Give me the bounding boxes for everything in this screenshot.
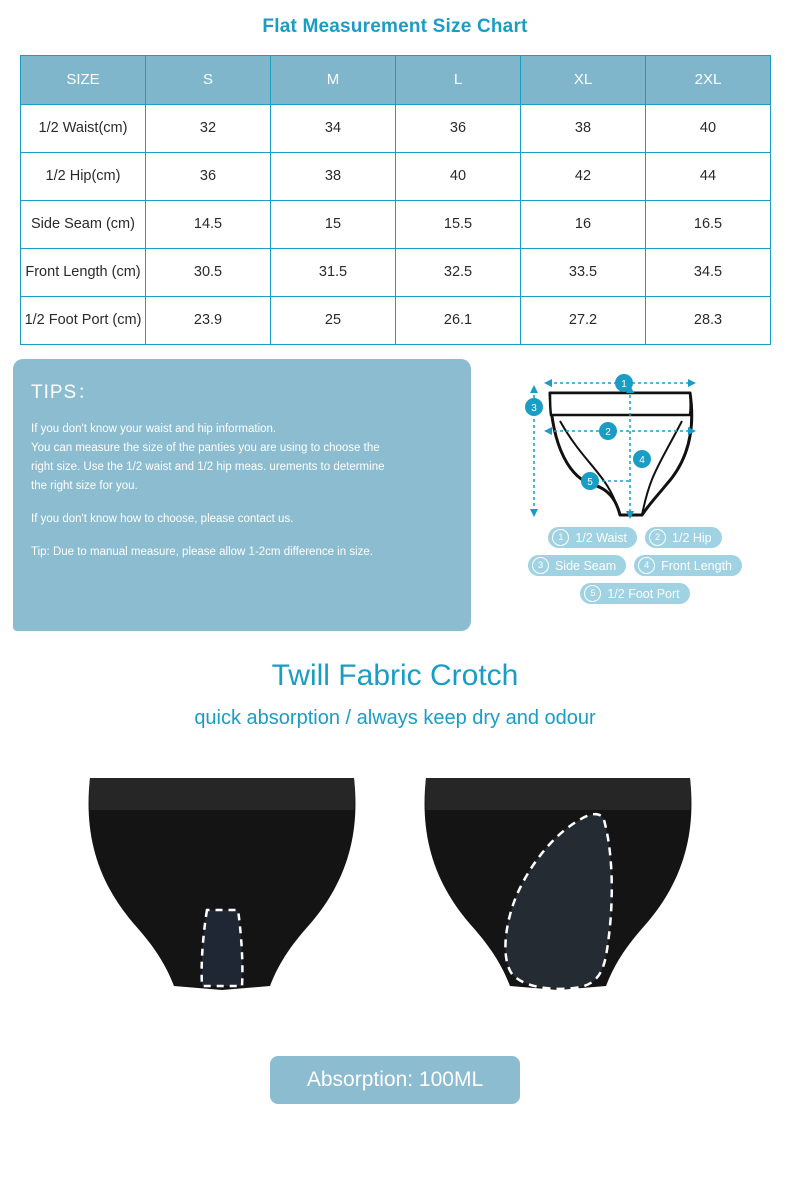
cell: 42 xyxy=(521,153,646,201)
column-header-m: M xyxy=(271,56,396,105)
product-photo-inside xyxy=(408,760,708,1010)
row-label: 1/2 Hip(cm) xyxy=(21,153,146,201)
panty-inside-illustration xyxy=(408,760,708,1010)
panty-front-illustration xyxy=(72,760,372,1010)
cell: 32.5 xyxy=(396,249,521,297)
legend-label: 1/2 Waist xyxy=(575,530,628,545)
cell: 30.5 xyxy=(146,249,271,297)
table-body xyxy=(21,105,771,345)
tips-and-diagram-section xyxy=(0,359,790,639)
legend-number: 5 xyxy=(584,585,601,602)
column-header-xl: XL xyxy=(521,56,646,105)
column-header-2xl: 2XL xyxy=(646,56,771,105)
diagram-legend xyxy=(490,527,780,611)
tips-heading: TIPS： xyxy=(31,382,98,403)
cell: 15 xyxy=(271,201,396,249)
absorption-badge: Absorption: 100ML xyxy=(270,1056,520,1104)
table-row xyxy=(21,105,771,153)
cell: 15.5 xyxy=(396,201,521,249)
diagram-marker-5: 5 xyxy=(587,477,593,488)
table-row xyxy=(21,297,771,345)
cell: 16 xyxy=(521,201,646,249)
legend-label: Side Seam xyxy=(554,558,617,573)
cell: 23.9 xyxy=(146,297,271,345)
cell: 32 xyxy=(146,105,271,153)
row-label: Front Length (cm) xyxy=(21,249,146,297)
cell: 16.5 xyxy=(646,201,771,249)
cell: 36 xyxy=(146,153,271,201)
spacer xyxy=(31,529,453,543)
diagram-marker-1: 1 xyxy=(621,379,627,390)
cell: 34.5 xyxy=(646,249,771,297)
diagram-marker-4: 4 xyxy=(639,455,645,466)
size-chart-table xyxy=(20,55,771,345)
cell: 27.2 xyxy=(521,297,646,345)
legend-row xyxy=(490,583,780,604)
column-header-size: SIZE xyxy=(21,56,146,105)
tips-panel xyxy=(13,359,471,631)
legend-label: 1/2 Foot Port xyxy=(607,586,680,601)
cell: 40 xyxy=(396,153,521,201)
legend-item-half-hip xyxy=(645,527,722,548)
legend-label: 1/2 Hip xyxy=(672,530,712,545)
legend-item-side-seam xyxy=(528,555,626,576)
cell: 14.5 xyxy=(146,201,271,249)
cell: 40 xyxy=(646,105,771,153)
tips-note-line: Tip: Due to manual measure, please allow 1-2cm difference in size. xyxy=(31,546,373,558)
legend-item-half-waist xyxy=(548,527,637,548)
tips-contact-line: If you don't know how to choose, please contact us. xyxy=(31,513,294,525)
panty-measurement-diagram-svg xyxy=(490,363,780,543)
legend-number: 3 xyxy=(532,557,549,574)
column-header-s: S xyxy=(146,56,271,105)
feature-subtitle: quick absorption / always keep dry and odour xyxy=(194,707,596,729)
cell: 36 xyxy=(396,105,521,153)
row-label: Side Seam (cm) xyxy=(21,201,146,249)
legend-row xyxy=(490,555,780,576)
cell: 44 xyxy=(646,153,771,201)
product-photos xyxy=(0,760,790,1050)
size-chart-table-wrapper xyxy=(20,55,770,345)
column-header-l: L xyxy=(396,56,521,105)
legend-number: 1 xyxy=(552,529,569,546)
product-feature-section xyxy=(0,659,790,1104)
page-title: Flat Measurement Size Chart xyxy=(262,16,528,37)
cell: 31.5 xyxy=(271,249,396,297)
tips-line: If you don't know your waist and hip information. xyxy=(31,423,277,435)
cell: 34 xyxy=(271,105,396,153)
cell: 28.3 xyxy=(646,297,771,345)
diagram-marker-3: 3 xyxy=(531,403,537,414)
legend-label: Front Length xyxy=(661,558,733,573)
table-row xyxy=(21,249,771,297)
cell: 38 xyxy=(521,105,646,153)
table-row xyxy=(21,153,771,201)
tips-line: the right size for you. xyxy=(31,480,138,492)
tips-line: You can measure the size of the panties you are using to choose the xyxy=(31,442,380,454)
tips-line: right size. Use the 1/2 waist and 1/2 hip meas. urements to determine xyxy=(31,461,385,473)
cell: 26.1 xyxy=(396,297,521,345)
legend-row xyxy=(490,527,780,548)
feature-title: Twill Fabric Crotch xyxy=(271,659,519,692)
cell: 25 xyxy=(271,297,396,345)
spacer xyxy=(31,496,453,510)
table-row xyxy=(21,201,771,249)
table-header xyxy=(21,56,771,105)
product-photo-front xyxy=(72,760,372,1010)
legend-item-front-length xyxy=(634,555,742,576)
cell: 33.5 xyxy=(521,249,646,297)
table-header-row xyxy=(21,56,771,105)
row-label: 1/2 Foot Port (cm) xyxy=(21,297,146,345)
diagram-marker-2: 2 xyxy=(605,427,611,438)
legend-number: 2 xyxy=(649,529,666,546)
row-label: 1/2 Waist(cm) xyxy=(21,105,146,153)
legend-number: 4 xyxy=(638,557,655,574)
cell: 38 xyxy=(271,153,396,201)
legend-item-half-foot-port xyxy=(580,583,689,604)
